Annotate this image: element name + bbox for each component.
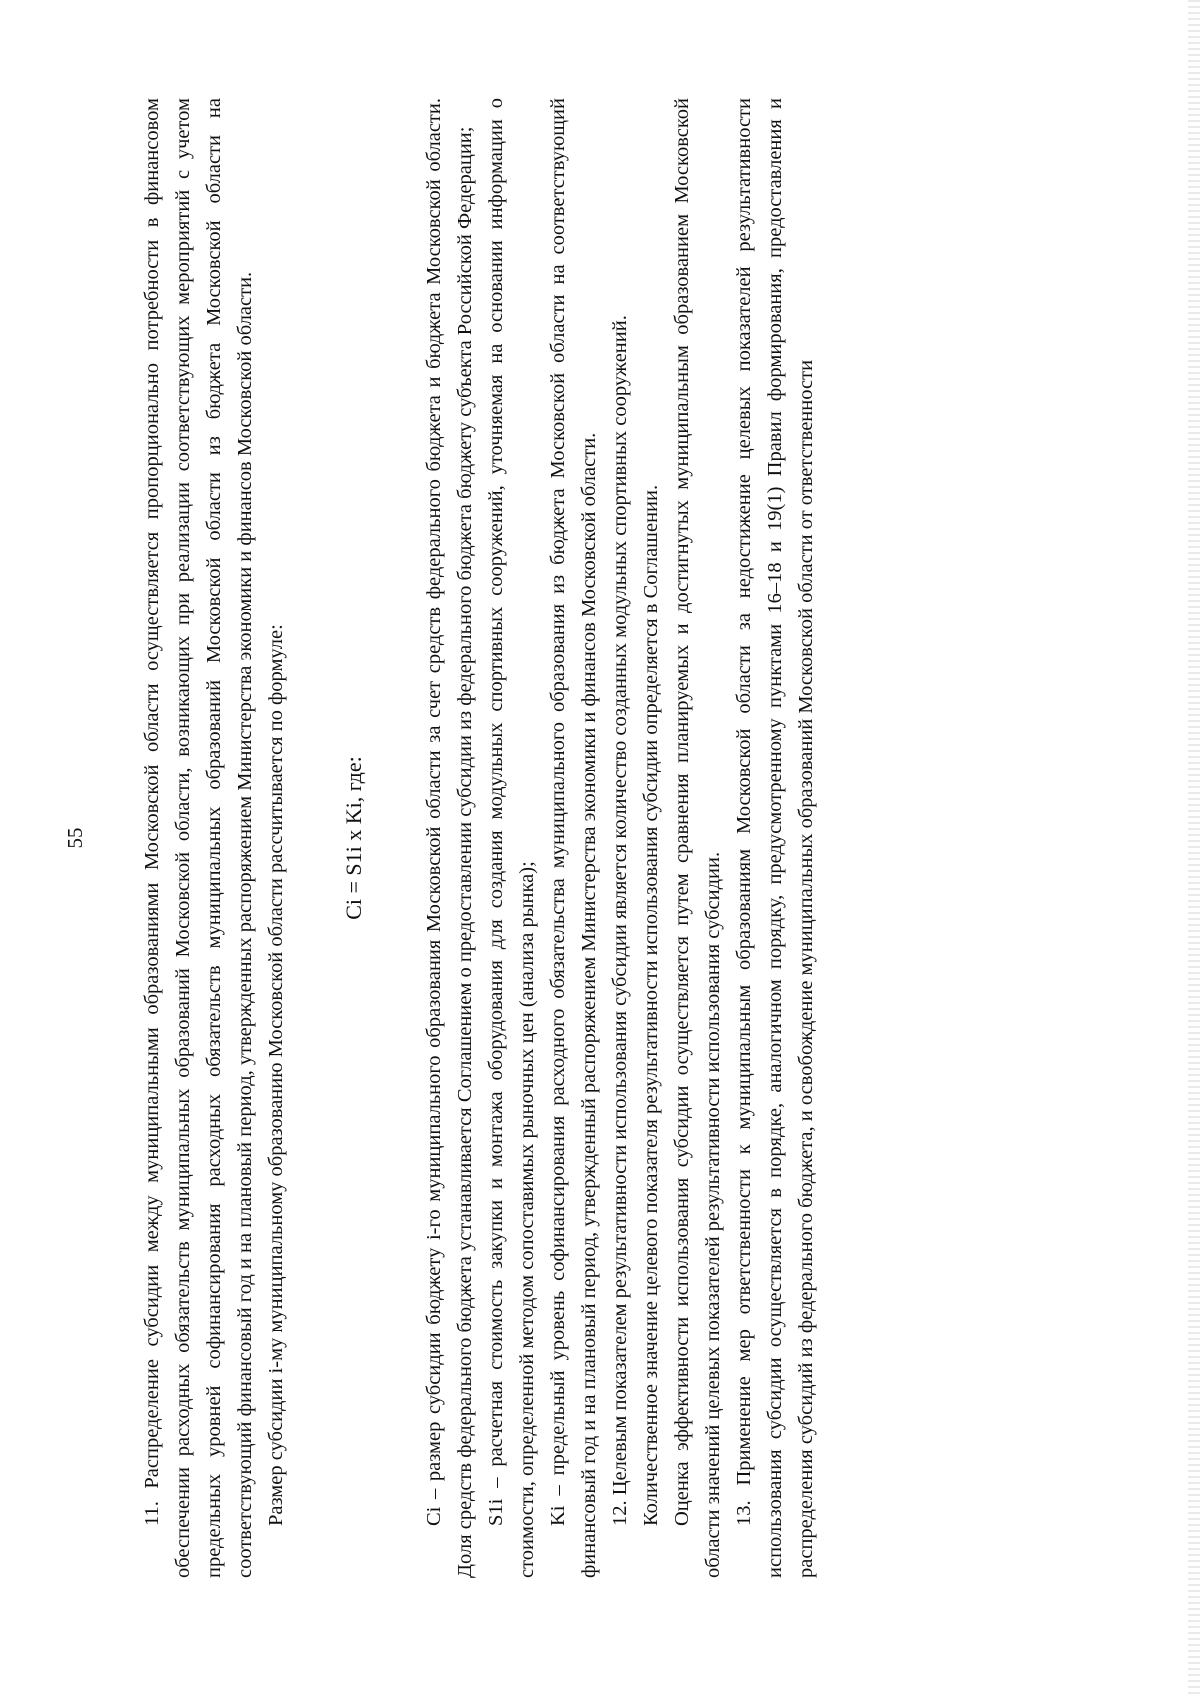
paragraph-s1i-definition: S1i – расчетная стоимость закупки и монтажа оборудования для создания модульных спортивных сооружений, уточняемая на основании информации о стоимости, определенной методом сопоставимых рыночных цен (анализа рынка); [485,98,538,1578]
scan-edge-artifact [1188,0,1200,1697]
paragraph-ki-definition: Ki – предельный уровень софинансирования расходного обязательства муниципального образования из бюджета Московской области на соответствующий финансовый год и на плановый период, утвержденный распоряжением Министерства экономики и финансов Московской области. [547,98,600,1578]
formula: Ci = S1i x Ki, где: [341,756,366,920]
document-page [60,98,1020,1578]
paragraph-11: 11. Распределение субсидии между муниципальными образованиями Московской области осуществляется пропорционально потребности в финансовом обеспечении расходных обязательств муниципальных образований Московской области, возникающих при реализации соответствующих мероприятий с учетом предельных уровней софинансирования расходных обязательств муниципальных образований Московской области из бюджета Московской области на соответствующий финансовый год и на плановый период, утвержденных распоряжением Министерства экономики и финансов Московской области. [141,98,256,1578]
paragraph-formula-intro: Размер субсидии i-му муниципальному образованию Московской области рассчитывается по формуле: [265,624,287,1526]
paragraph-13: 13. Применение мер ответственности к муниципальным образованиям Московской области за недостижение целевых показателей результативности использования субсидии осуществляется в порядке, аналогичном порядку, предусмотренному пунктами 16–18 и 19(1) Правил формирования, предоставления и распределения субсидий из федерального бюджета, и освобождение муниципальных образований Московской области от ответственности [733,98,817,1578]
paragraph-efficiency: Оценка эффективности использования субсидии осуществляется путем сравнения планируемых и достигнутых муниципальным образованием Московской области значений целевых показателей результативности использования субсидии. [671,98,724,1578]
paragraph-ci-definition: Ci – размер субсидии бюджету i-го муниципального образования Московской области за счет средств федерального бюджета и бюджета Московской области. Доля средств федерального бюджета устанавливается Соглашением о предоставлении субсидии из федерального бюджета бюджету субъекта Российской Федерации; [423,98,476,1578]
paragraph-target-value: Количественное значение целевого показателя результативности использования субсидии определяется в Соглашении. [640,484,662,1526]
paragraph-12: 12. Целевым показателем результативности использования субсидии является количество созданных модульных спортивных сооружений. [609,315,631,1526]
page-number: 55 [63,827,87,849]
